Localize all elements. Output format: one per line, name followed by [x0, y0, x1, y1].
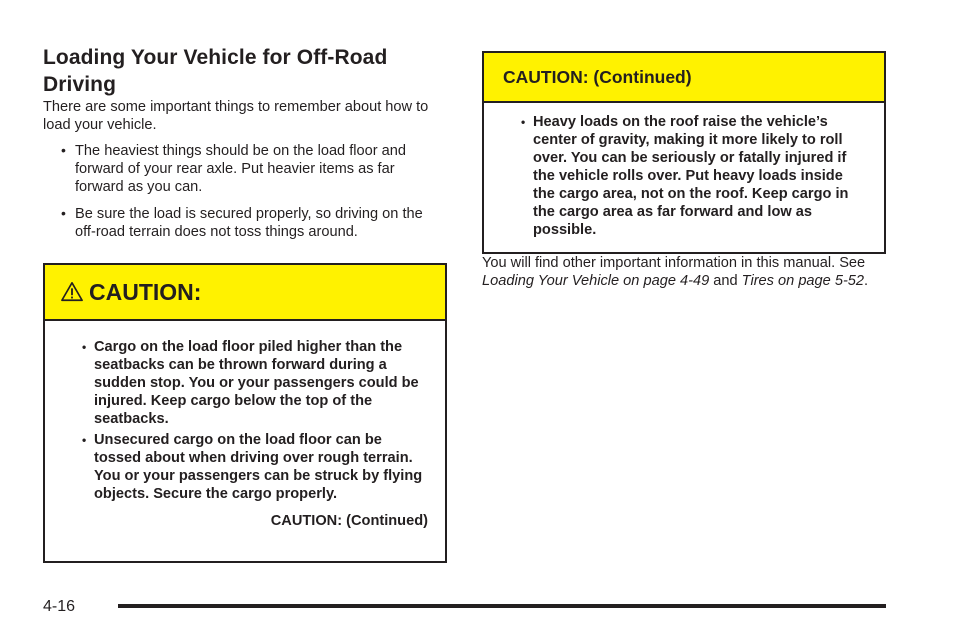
- bullet-icon: •: [82, 433, 87, 447]
- list-item: • Heavy loads on the roof raise the vehicle’s center of gravity, making it more likely to roll over. You can be seriously or fatally injured if the vehicle rolls over. Put heavy loads inside the cargo area, not on the roof. Keep cargo in the cargo area as far forward and low as possible.: [521, 114, 849, 238]
- caution-continued-box: [482, 51, 886, 254]
- caution-list: [45, 338, 445, 503]
- footer-rule: [118, 604, 886, 608]
- list-item: • Be sure the load is secured properly, so driving on the off-road terrain does not toss things around.: [61, 205, 423, 240]
- section-title: Loading Your Vehicle for Off-Road Driving: [43, 46, 388, 96]
- right-column: [482, 51, 886, 290]
- bullet-icon: •: [82, 340, 87, 354]
- reference-link-tires[interactable]: Tires on page 5-52: [741, 273, 865, 289]
- bullet-icon: •: [521, 115, 526, 129]
- caution-header: [45, 265, 445, 321]
- caution-heading: CAUTION: (Continued): [503, 66, 692, 87]
- warning-triangle-icon: [61, 281, 83, 303]
- list-item: • The heaviest things should be on the load floor and forward of your rear axle. Put heavier items as far forward as you can.: [61, 142, 407, 195]
- intro-paragraph: There are some important things to remember about how to load your vehicle.: [43, 99, 429, 133]
- caution-header: [484, 53, 884, 103]
- caution-list: [484, 113, 884, 239]
- bullet-icon: •: [61, 205, 66, 221]
- reference-paragraph: You will find other important information in this manual. See Loading Your Vehicle on page 4-49 and Tires on page 5-52.: [482, 255, 869, 289]
- page-number: 4-16: [43, 598, 76, 615]
- left-column: [43, 44, 447, 250]
- loading-tips-list: [43, 142, 447, 241]
- reference-link-loading[interactable]: Loading Your Vehicle on page 4-49: [482, 273, 710, 289]
- list-item: • Cargo on the load floor piled higher than the seatbacks can be thrown forward during a sudden stop. You or your passengers could be injured. Keep cargo below the top of the seatbacks.: [82, 339, 419, 427]
- list-item: • Unsecured cargo on the load floor can be tossed about when driving over rough terrain. You or your passengers can be struck by flying objects. Secure the cargo properly.: [82, 432, 423, 502]
- caution-continued-note: CAUTION: (Continued): [270, 513, 428, 529]
- caution-box: [43, 263, 447, 563]
- bullet-icon: •: [61, 142, 66, 158]
- caution-heading: CAUTION:: [89, 278, 202, 305]
